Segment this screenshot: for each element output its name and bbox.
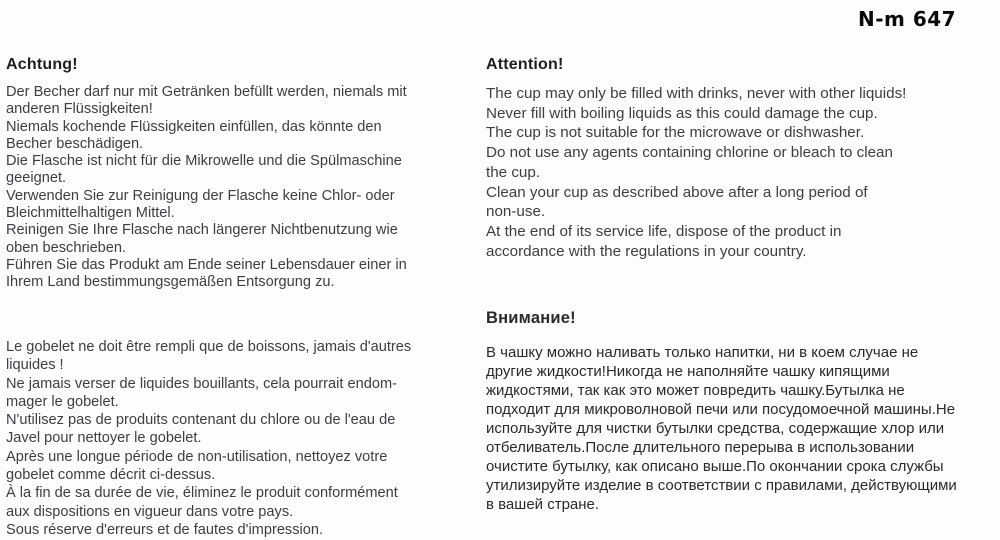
text-line: oben beschrieben. <box>6 239 127 256</box>
text-line: À la fin de sa durée de vie, éliminez le produit conformément <box>6 485 398 502</box>
german-heading: Achtung! <box>6 56 78 73</box>
text-line: используйте для чистки бутылки средства, содержащие хлор или <box>486 420 945 437</box>
text-line: Sous réserve d'erreurs et de fautes d'impression. <box>6 521 324 538</box>
text-line: aux dispositions en vigueur dans votre pays. <box>6 503 294 520</box>
text-line: mager le gobelet. <box>6 393 119 410</box>
text-line: Do not use any agents containing chlorine or bleach to clean <box>486 144 893 162</box>
text-line: Clean your cup as described above after a long period of <box>486 183 868 201</box>
text-line: liquides ! <box>6 357 64 374</box>
russian-heading: Внимание! <box>486 309 576 327</box>
text-line: accordance with the regulations in your country. <box>486 242 807 260</box>
text-line: Bleichmittelhaltigen Mittel. <box>6 205 175 222</box>
text-line: anderen Flüssigkeiten! <box>6 101 153 118</box>
text-line: утилизируйте изделие в соответствии с правилами, действующими <box>486 477 957 494</box>
text-line: gobelet comme décrit ci-dessus. <box>6 467 216 484</box>
text-line: Der Becher darf nur mit Getränken befüllt werden, niemals mit <box>6 84 407 100</box>
text-line: В чашку можно наливать только напитки, ни в коем случае не <box>486 344 919 361</box>
english-body-text <box>486 84 998 261</box>
text-line: Ihrem Land bestimmungsgemäßen Entsorgung zu. <box>6 274 335 291</box>
text-line: жидкостями, так как это может повредить чашку.Бутылка не <box>486 382 905 399</box>
text-line: At the end of its service life, dispose of the product in <box>486 222 842 240</box>
model-number-label: N-m 647 <box>858 7 957 31</box>
text-line: The cup is not suitable for the microwave or dishwasher. <box>486 124 865 142</box>
text-line: Reinigen Sie Ihre Flasche nach längerer Nichtbenutzung wie <box>6 222 398 239</box>
text-line: Die Flasche ist nicht für die Mikrowelle und die Spülmaschine <box>6 153 402 170</box>
french-body-text <box>6 338 480 539</box>
text-line: Never fill with boiling liquids as this could damage the cup. <box>486 104 878 122</box>
text-line: другие жидкости!Никогда не наполняйте чашку кипящими <box>486 363 890 380</box>
text-line: Javel pour nettoyer le gobelet. <box>6 430 202 447</box>
text-line: отбеливатель.После длительного перерыва в использовании <box>486 439 915 456</box>
text-line: non-use. <box>486 203 546 221</box>
text-line: Ne jamais verser de liquides bouillants, cela pourrait endom- <box>6 375 397 392</box>
text-line: Le gobelet ne doit être rempli que de boissons, jamais d'autres <box>6 339 412 355</box>
text-line: the cup. <box>486 163 541 181</box>
german-body-text <box>6 84 478 292</box>
text-line: Verwenden Sie zur Reinigung der Flasche keine Chlor- oder <box>6 187 395 204</box>
text-line: очистите бутылку, как описано выше.По окончании срока службы <box>486 458 944 475</box>
french-warning-section <box>6 338 480 539</box>
text-line: geeignet. <box>6 170 67 187</box>
text-line: Führen Sie das Produkt am Ende seiner Lebensdauer einer in <box>6 256 407 273</box>
text-line: в вашей стране. <box>486 496 600 513</box>
english-warning-section <box>486 57 998 261</box>
text-line: Après une longue période de non-utilisation, nettoyez votre <box>6 448 388 465</box>
text-line: Niemals kochende Flüssigkeiten einfüllen, das könnte den <box>6 118 382 135</box>
text-line: подходит для микроволновой печи или посудомоечной машины.Не <box>486 401 956 418</box>
text-line: N'utilisez pas de produits contenant du chlore ou de l'eau de <box>6 412 396 429</box>
russian-warning-section <box>486 311 998 514</box>
russian-body-text <box>486 343 998 514</box>
german-warning-section <box>6 57 478 292</box>
english-heading: Attention! <box>486 56 564 73</box>
text-line: Becher beschädigen. <box>6 135 144 152</box>
text-line: The cup may only be filled with drinks, never with other liquids! <box>486 85 907 102</box>
